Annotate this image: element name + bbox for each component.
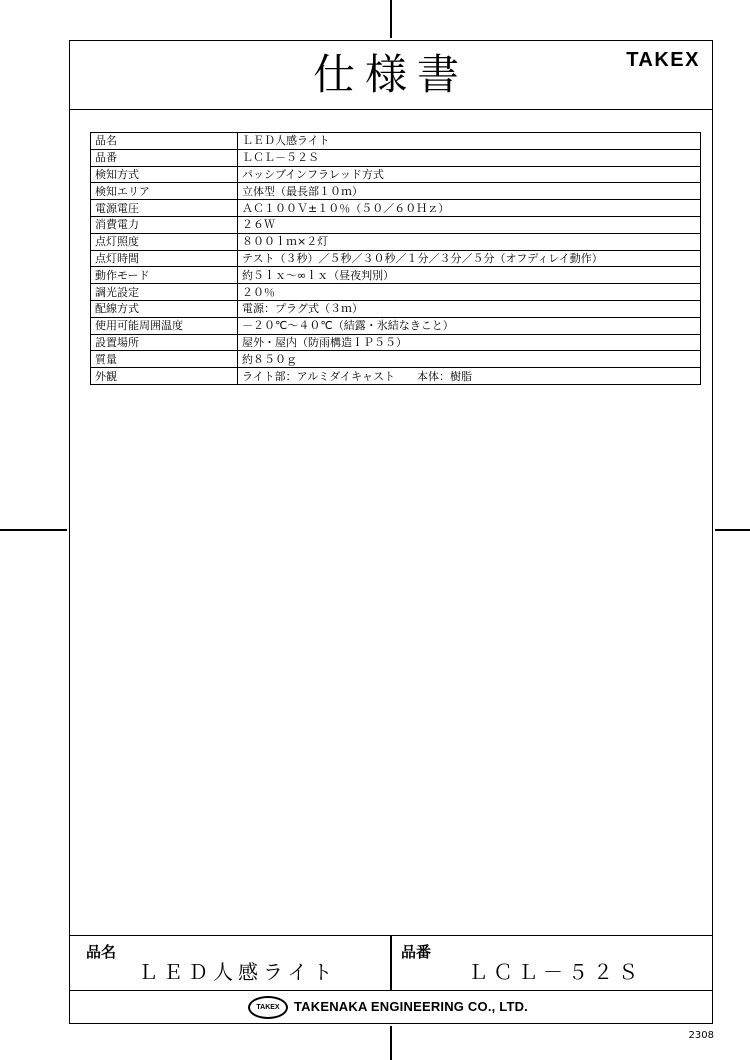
spec-value: 約８５０ｇ (238, 351, 701, 368)
spec-value: テスト（３秒）／５秒／３０秒／１分／３分／５分（オフディレイ動作） (238, 250, 701, 267)
spec-label: 検知方式 (91, 166, 238, 183)
spec-label: 電源電圧 (91, 200, 238, 217)
spec-table (90, 132, 701, 385)
spec-value: パッシブインフラレッド方式 (238, 166, 701, 183)
crop-mark-top (390, 0, 392, 38)
spec-label: 調光設定 (91, 284, 238, 301)
table-row (91, 317, 701, 334)
spec-value: ８００ｌｍ×２灯 (238, 233, 701, 250)
table-row (91, 133, 701, 150)
table-row (91, 368, 701, 385)
spec-value: ２６Ｗ (238, 216, 701, 233)
spec-value: 立体型（最長部１０ｍ） (238, 183, 701, 200)
company-row (70, 991, 712, 1023)
crop-mark-bottom (390, 1026, 392, 1060)
spec-label: 配線方式 (91, 300, 238, 317)
table-row (91, 334, 701, 351)
table-row (91, 216, 701, 233)
spec-label: 質量 (91, 351, 238, 368)
document-code: 2308 (688, 1030, 714, 1041)
spec-label: 検知エリア (91, 183, 238, 200)
table-row (91, 267, 701, 284)
spec-value: ＡＣ１００Ｖ±１０％（５０／６０Ｈｚ） (238, 200, 701, 217)
table-row (91, 351, 701, 368)
crop-mark-right (715, 529, 750, 531)
spec-value: ＬＥＤ人感ライト (238, 133, 701, 150)
table-row (91, 149, 701, 166)
spec-label: 点灯時間 (91, 250, 238, 267)
spec-label: 使用可能周囲温度 (91, 317, 238, 334)
spec-value: ＬＣＬ－５２Ｓ (238, 149, 701, 166)
spec-value: 電源：プラグ式（３ｍ） (238, 300, 701, 317)
spec-label: 外観 (91, 368, 238, 385)
spec-label: 品番 (91, 149, 238, 166)
title-row (70, 41, 712, 110)
spec-value: 屋外・屋内（防雨構造ＩＰ５５） (238, 334, 701, 351)
spec-label: 消費電力 (91, 216, 238, 233)
spec-label: 点灯照度 (91, 233, 238, 250)
table-row (91, 284, 701, 301)
table-row (91, 183, 701, 200)
spec-value: ２０％ (238, 284, 701, 301)
model-number-label: 品番 (401, 943, 432, 961)
divider (390, 936, 392, 990)
spec-label: 品名 (91, 133, 238, 150)
table-row (91, 300, 701, 317)
document-frame (69, 40, 713, 1024)
spec-value: －２０℃～４０℃（結露・氷結なきこと） (238, 317, 701, 334)
company-logo: TAKEX (248, 996, 288, 1019)
brand-logo: TAKEX (626, 49, 700, 71)
spec-value: 約５ｌｘ～∞ｌｘ（昼夜判別） (238, 267, 701, 284)
page-title: 仕様書 (312, 50, 469, 99)
crop-mark-left (0, 529, 67, 531)
product-name-value: ＬＥＤ人感ライト (138, 960, 338, 984)
product-name-label: 品名 (86, 943, 117, 961)
table-row (91, 166, 701, 183)
table-row (91, 200, 701, 217)
spec-value: ライト部：アルミダイキャスト 本体：樹脂 (238, 368, 701, 385)
table-row (91, 233, 701, 250)
spec-label: 設置場所 (91, 334, 238, 351)
table-row (91, 250, 701, 267)
spec-label: 動作モード (91, 267, 238, 284)
product-info-row (70, 935, 712, 991)
company-name: TAKENAKA ENGINEERING CO., LTD. (294, 999, 528, 1014)
model-number-value: ＬＣＬ－５２Ｓ (468, 960, 643, 984)
